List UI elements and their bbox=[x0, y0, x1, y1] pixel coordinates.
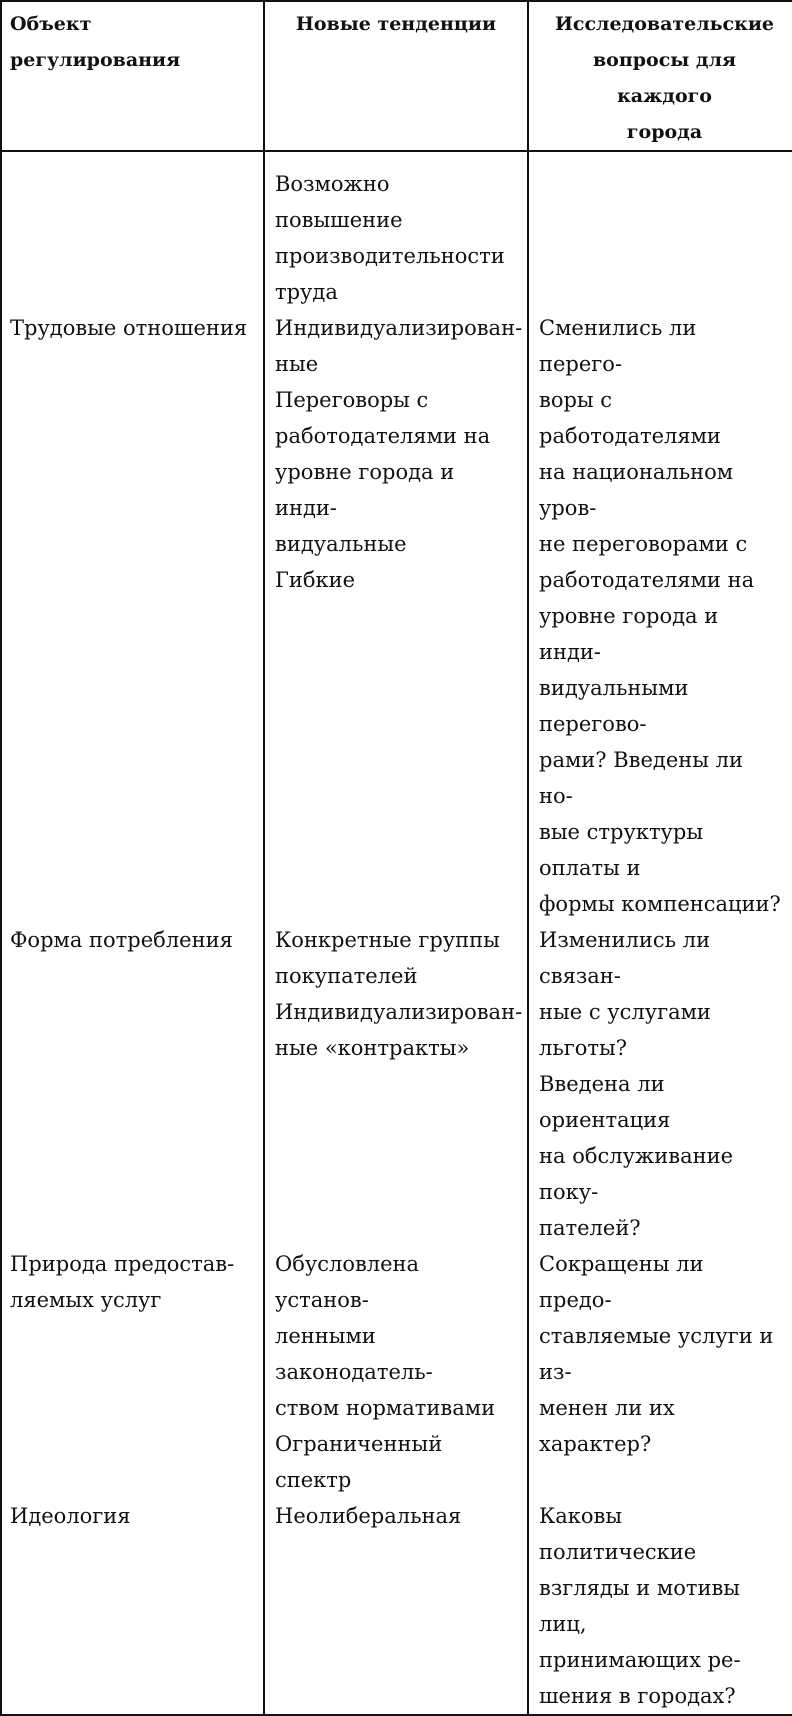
table-row bbox=[1, 151, 792, 310]
cell-questions: Сокращены ли предо- ставляемые услуги и из- менен ли их характер? bbox=[528, 1246, 792, 1498]
cell-trends: Индивидуализирован- ные Переговоры с работодателями на уровне города и инди- видуальные Гибкие bbox=[264, 310, 528, 922]
cell-questions: Изменились ли связан- ные с услугами льготы? Введена ли ориентация на обслуживание поку- пателей? bbox=[528, 922, 792, 1246]
table-header bbox=[1, 1, 792, 151]
cell-trends: Возможно повышение производительности труда bbox=[264, 151, 528, 310]
cell-object: Трудовые отношения bbox=[1, 310, 264, 922]
cell-questions bbox=[528, 151, 792, 310]
cell-object: Природа предостав- ляемых услуг bbox=[1, 1246, 264, 1498]
cell-questions: Сменились ли перего- воры с работодателями на национальном уров- не переговорами с работодателями на уровне города и инди- видуальными перегово- рами? Введены ли но- вые структуры оплаты и формы компенсации? bbox=[528, 310, 792, 922]
table-row bbox=[1, 1498, 792, 1715]
cell-object: Идеология bbox=[1, 1498, 264, 1715]
header-questions: Исследовательские вопросы для каждого города bbox=[528, 1, 792, 151]
header-object: Объект регулирования bbox=[1, 1, 264, 151]
table-row bbox=[1, 922, 792, 1246]
cell-object bbox=[1, 151, 264, 310]
cell-trends: Обусловлена установ- ленными законодатель- ством нормативами Ограниченный спектр bbox=[264, 1246, 528, 1498]
header-row bbox=[1, 1, 792, 151]
cell-trends: Неолиберальная bbox=[264, 1498, 528, 1715]
header-trends: Новые тенденции bbox=[264, 1, 528, 151]
cell-questions: Каковы политические взгляды и мотивы лиц, принимающих ре- шения в городах? bbox=[528, 1498, 792, 1715]
cell-object: Форма потребления bbox=[1, 922, 264, 1246]
cell-trends: Конкретные группы покупателей Индивидуализирован- ные «контракты» bbox=[264, 922, 528, 1246]
table-row bbox=[1, 310, 792, 922]
table-body bbox=[1, 151, 792, 1715]
table-row bbox=[1, 1246, 792, 1498]
